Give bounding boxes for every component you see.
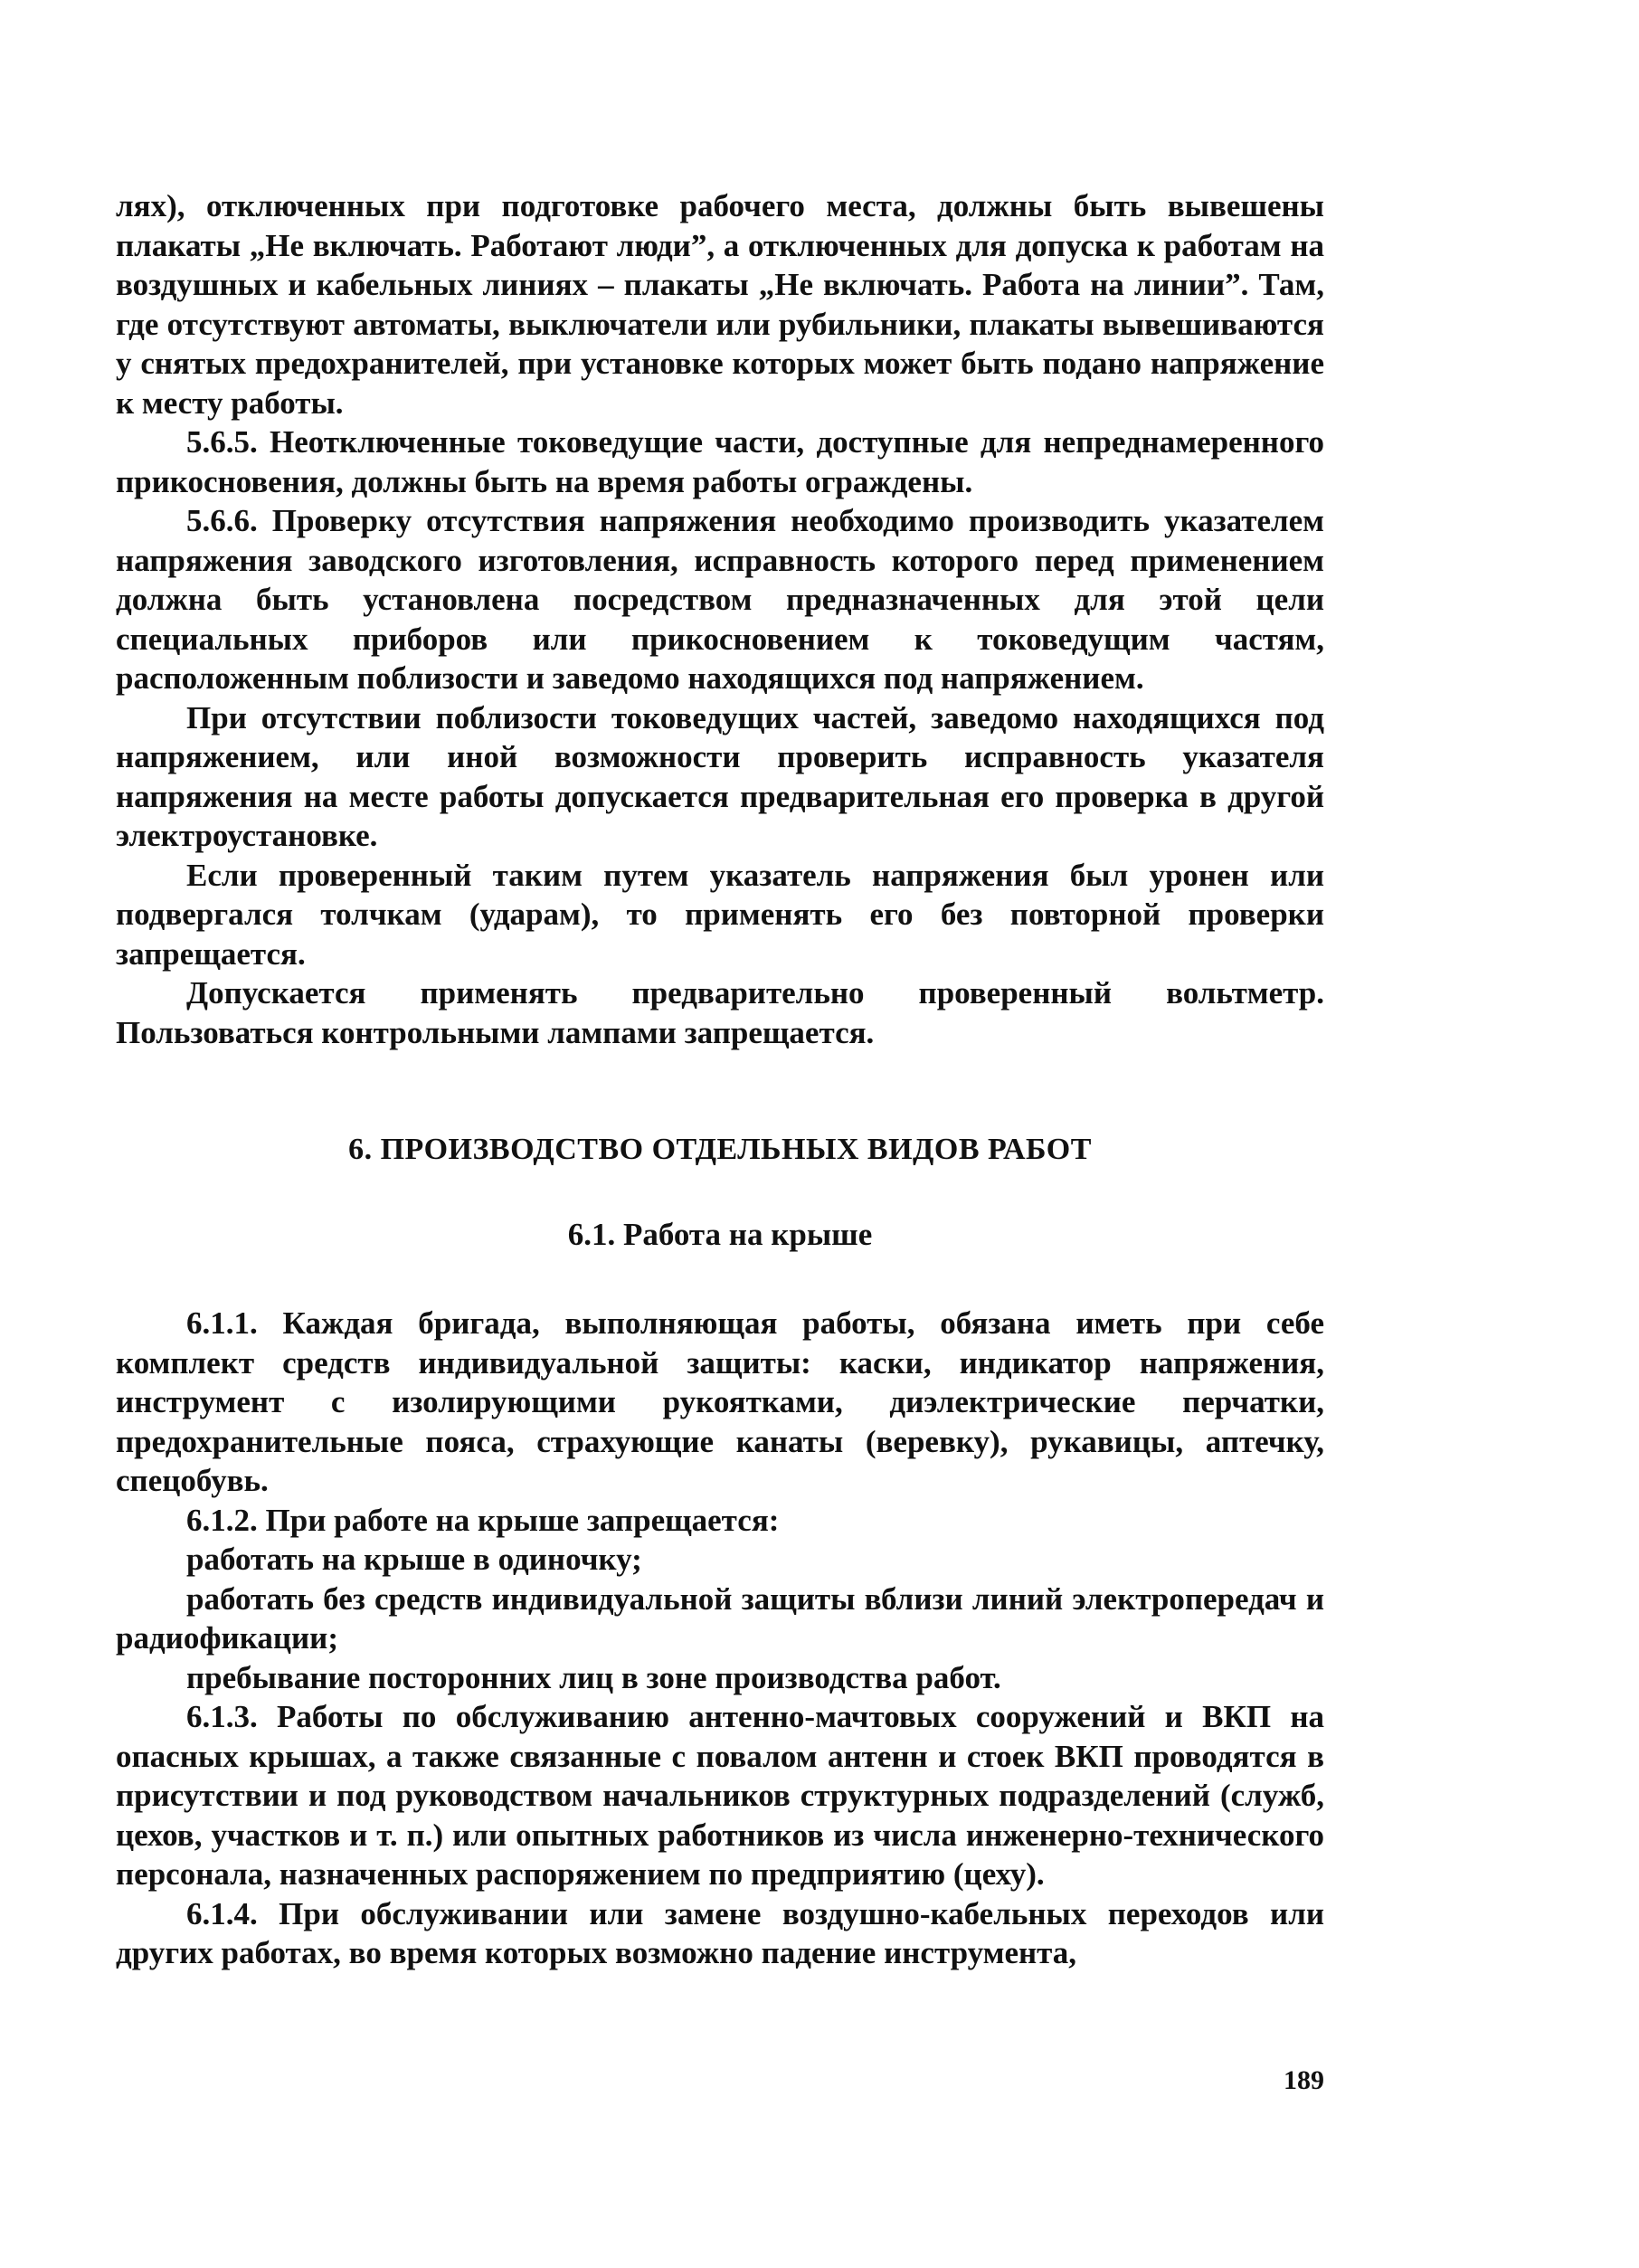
paragraph-6-1-4: 6.1.4. При обслуживании или замене воздушно-кабельных переходов или других работах, во время которых возможно падение инструмента,	[116, 1895, 1324, 1970]
list-item-no-protection: работать без средств индивидуальной защиты вблизи линий электропередач и радиофикации;	[116, 1580, 1324, 1656]
paragraph-6-1-3: 6.1.3. Работы по обслуживанию антенно-мачтовых сооружений и ВКП на опасных крышах, а также связанные с повалом антенн и стоек ВКП проводятся в присутствии и под руководством начальников структурных подразделений (служб, цехов, участков и т. п.) или опытных работников из числа инженерно-технического персонала, назначенных распоряжением по предприятию (цеху).	[116, 1699, 1324, 1892]
paragraph-indicator-check: При отсутствии поблизости токоведущих частей, заведомо находящихся под напряжением, или иной возможности проверить исправность указателя напряжения на месте работы допускается предварительная его проверка в другой электроустановке.	[116, 699, 1324, 853]
paragraph-6-1-1: 6.1.1. Каждая бригада, выполняющая работы, обязана иметь при себе комплект средств индивидуальной защиты: каски, индикатор напряжения, инструмент с изолирующими рукоятками, диэлектрические перчатки, предохранительные пояса, страхующие канаты (веревку), рукавицы, аптечку, спецобувь.	[116, 1305, 1324, 1498]
paragraph-voltmeter: Допускается применять предварительно проверенный вольтметр. Пользоваться контрольными лампами запрещается.	[116, 975, 1324, 1050]
list-item-outsiders: пребывание посторонних лиц в зоне производства работ.	[186, 1659, 1001, 1695]
page-number: 189	[1284, 2065, 1324, 2095]
subsection-heading: 6.1. Работа на крыше	[567, 1217, 873, 1252]
document-page	[116, 186, 1324, 1973]
paragraph-continuation: лях), отключенных при подготовке рабочего места, должны быть вывешены плакаты „Не включать. Работают люди”, а отключенных для допуска к работам на воздушных и кабельных линиях – плакаты „Не включать. Работа на линии”. Там, где отсутствуют автоматы, выключатели или рубильники, плакаты вывешиваются у снятых предохранителей, при установке которых может быть подано напряжение к месту работы.	[116, 188, 1324, 421]
section-heading: 6. ПРОИЗВОДСТВО ОТДЕЛЬНЫХ ВИДОВ РАБОТ	[348, 1133, 1092, 1166]
list-item-alone: работать на крыше в одиночку;	[186, 1542, 642, 1577]
paragraph-5-6-6: 5.6.6. Проверку отсутствия напряжения необходимо производить указателем напряжения заводского изготовления, исправность которого перед применением должна быть установлена посредством предназначенных для этой цели специальных приборов или прикосновением к токоведущим частям, расположенным поблизости и заведомо находящихся под напряжением.	[116, 503, 1324, 696]
paragraph-dropped-indicator: Если проверенный таким путем указатель напряжения был уронен или подвергался толчкам (ударам), то применять его без повторной проверки запрещается.	[116, 857, 1324, 972]
paragraph-5-6-5: 5.6.5. Неотключенные токоведущие части, доступные для непреднамеренного прикосновения, должны быть на время работы ограждены.	[116, 424, 1324, 499]
paragraph-6-1-2: 6.1.2. При работе на крыше запрещается:	[186, 1502, 780, 1538]
